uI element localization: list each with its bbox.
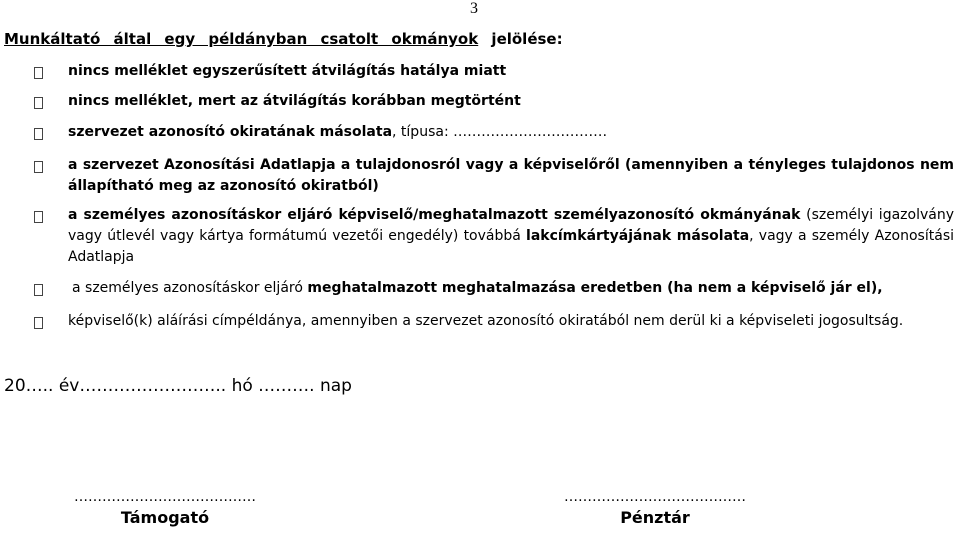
checkbox-org-identification-sheet[interactable] bbox=[34, 161, 43, 173]
item-representative-id-part1: a személyes azonosításkor eljáró képviselő/meghatalmazott személyazonosító okmányának bbox=[68, 207, 801, 223]
signature-line: ………………………………… bbox=[74, 489, 256, 505]
item-representative-id bbox=[68, 205, 954, 268]
item-signature-specimen: képviselő(k) aláírási címpéldánya, amennyiben a szervezet azonosító okiratából nem derül ki a képviseleti jogosultság. bbox=[68, 313, 904, 329]
item-org-id-document bbox=[68, 122, 954, 143]
item-no-attachment-previous: nincs melléklet, mert az átvilágítás korábban megtörtént bbox=[68, 93, 521, 109]
checkbox-no-attachment-previous[interactable] bbox=[34, 97, 43, 109]
signature-label: Pénztár bbox=[620, 508, 690, 527]
checkbox-power-of-attorney[interactable] bbox=[34, 284, 43, 296]
signature-line: ………………………………… bbox=[564, 489, 746, 505]
signature-supporter bbox=[40, 488, 290, 530]
page-number: 3 bbox=[470, 0, 478, 17]
checkbox-no-attachment-simplified[interactable] bbox=[34, 67, 43, 79]
item-power-of-attorney bbox=[72, 278, 954, 299]
checkbox-signature-specimen[interactable] bbox=[34, 317, 43, 329]
heading-rest: jelölése: bbox=[478, 30, 563, 48]
item-org-id-document-bold: szervezet azonosító okiratának másolata bbox=[68, 124, 393, 140]
heading-underlined: Munkáltató által egy példányban csatolt okmányok bbox=[4, 30, 479, 48]
item-power-of-attorney-bold: meghatalmazott meghatalmazása eredetben (ha nem a képviselő jár el), bbox=[307, 280, 883, 296]
checkbox-representative-id[interactable] bbox=[34, 211, 43, 223]
item-org-id-document-rest: , típusa: …………………………… bbox=[392, 124, 608, 140]
item-org-identification-sheet: a szervezet Azonosítási Adatlapja a tulajdonosról vagy a képviselőről (amennyiben a tényleges tulajdonos nem állapítható meg az azonosító okiratból) bbox=[68, 157, 954, 194]
item-no-attachment-simplified: nincs melléklet egyszerűsített átvilágítás hatálya miatt bbox=[68, 63, 507, 79]
signature-label: Támogató bbox=[120, 508, 210, 527]
item-representative-id-part2: (személyi igazolvány vagy útlevél vagy kártya formátumú vezetői engedély) továbbá bbox=[68, 207, 954, 244]
signature-fund bbox=[530, 488, 780, 530]
section-heading bbox=[4, 30, 563, 48]
item-representative-id-part3: lakcímkártyájának másolata bbox=[526, 228, 750, 244]
date-line: 20….. év…………………….. hó ………. nap bbox=[4, 376, 352, 396]
checkbox-org-id-document[interactable] bbox=[34, 128, 43, 140]
item-representative-id-part4: , vagy a személy Azonosítási Adatlapja bbox=[68, 228, 954, 265]
item-power-of-attorney-plain: a személyes azonosításkor eljáró bbox=[72, 280, 308, 296]
